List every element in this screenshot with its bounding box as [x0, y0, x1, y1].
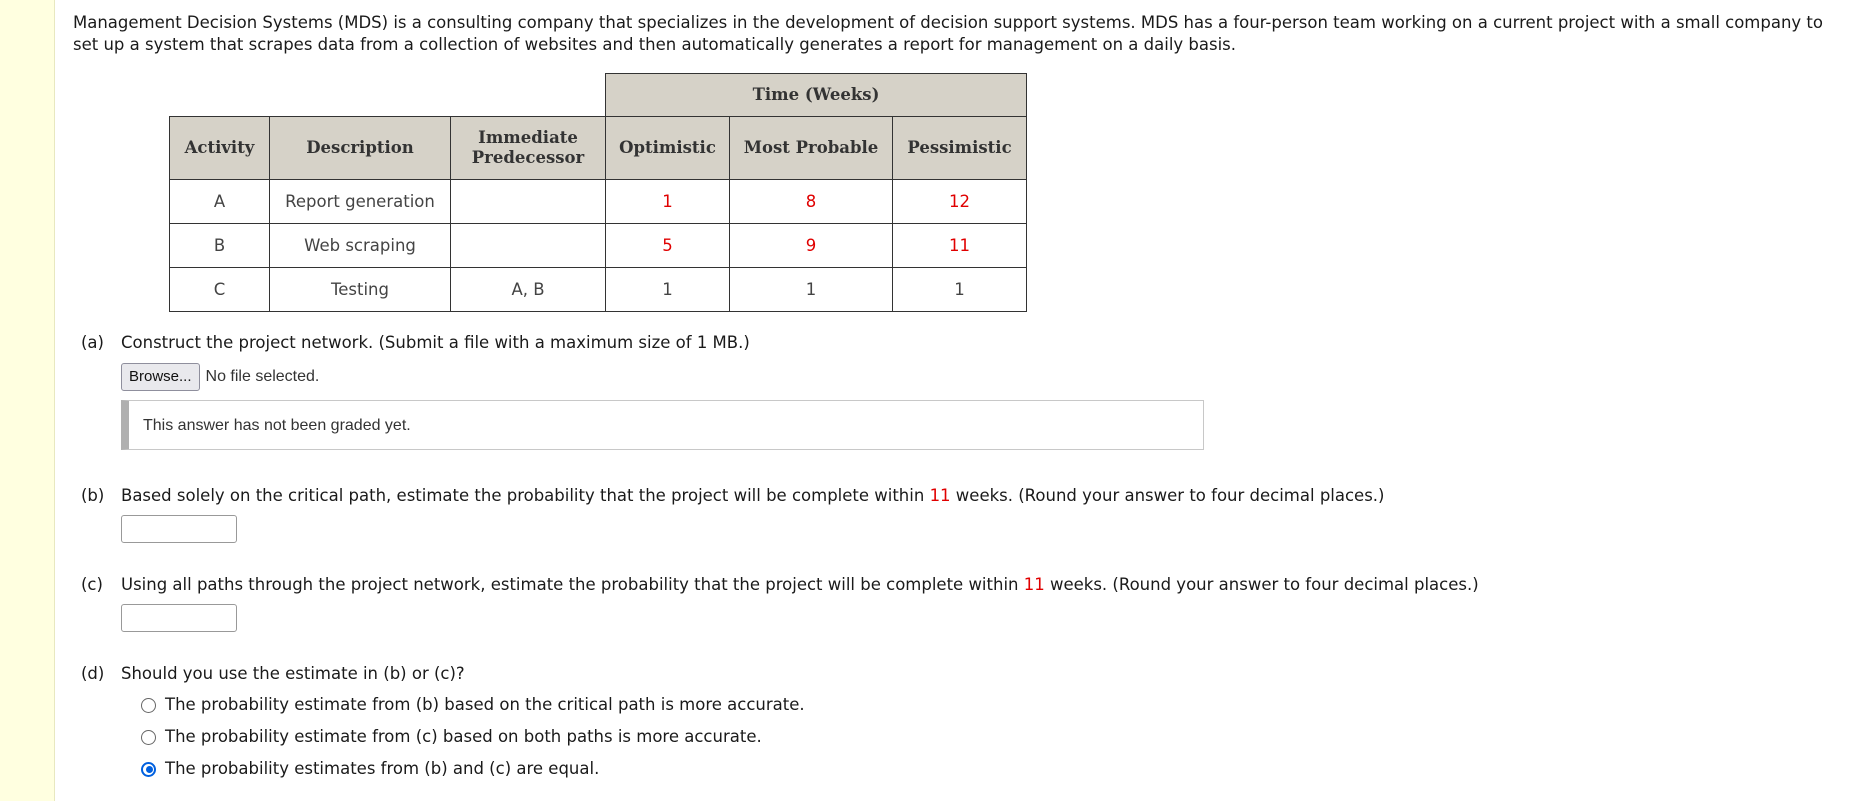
- radio-option-label[interactable]: The probability estimate from (b) based on the critical path is more accurate.: [165, 695, 805, 714]
- radio-option[interactable]: [141, 694, 805, 716]
- part-b-text-after: weeks. (Round your answer to four decimal places.): [950, 486, 1385, 505]
- table-header-row: [170, 117, 1027, 180]
- description-cell: Web scraping: [270, 224, 451, 268]
- activity-header: Activity: [170, 117, 270, 180]
- table-row: [170, 268, 1027, 312]
- pessimistic-header: Pessimistic: [893, 117, 1027, 180]
- activity-cell: C: [170, 268, 270, 312]
- part-b-answer-input[interactable]: [121, 515, 237, 543]
- radio-button[interactable]: [141, 730, 156, 745]
- part-c-text-after: weeks. (Round your answer to four decimal places.): [1044, 575, 1479, 594]
- part-b-prompt: [81, 485, 1385, 507]
- description-cell: Testing: [270, 268, 451, 312]
- predecessor-cell: [451, 180, 606, 224]
- predecessor-cell: [451, 224, 606, 268]
- part-a-prompt: [81, 332, 750, 354]
- part-c-prompt: [81, 574, 1479, 596]
- radio-option[interactable]: [141, 758, 599, 780]
- optimistic-cell: 5: [606, 224, 730, 268]
- optimistic-cell: 1: [606, 268, 730, 312]
- radio-option[interactable]: [141, 726, 762, 748]
- radio-button[interactable]: [141, 698, 156, 713]
- time-weeks-header: Time (Weeks): [606, 74, 1027, 117]
- part-c-text-before: Using all paths through the project network, estimate the probability that the project will be complete within: [121, 575, 1024, 594]
- most-probable-cell: 8: [730, 180, 893, 224]
- part-b-weeks: 11: [929, 486, 951, 505]
- activity-time-table: [169, 73, 1027, 312]
- activity-cell: B: [170, 224, 270, 268]
- predecessor-header: Immediate Predecessor: [451, 117, 606, 180]
- table-row: [170, 224, 1027, 268]
- table-row: [170, 180, 1027, 224]
- part-d-label: (d): [81, 664, 105, 683]
- most-probable-header: Most Probable: [730, 117, 893, 180]
- part-b-text-before: Based solely on the critical path, estimate the probability that the project will be complete within: [121, 486, 930, 505]
- description-cell: Report generation: [270, 180, 451, 224]
- radio-option-label[interactable]: The probability estimate from (c) based on both paths is more accurate.: [165, 727, 762, 746]
- part-d-prompt: [81, 663, 465, 685]
- most-probable-cell: 1: [730, 268, 893, 312]
- optimistic-header: Optimistic: [606, 117, 730, 180]
- predecessor-cell: A, B: [451, 268, 606, 312]
- part-c-answer-input[interactable]: [121, 604, 237, 632]
- part-a-text: Construct the project network. (Submit a file with a maximum size of 1 MB.): [121, 333, 750, 352]
- grading-status-box: [121, 400, 1204, 450]
- most-probable-cell: 9: [730, 224, 893, 268]
- part-c-weeks: 11: [1023, 575, 1045, 594]
- left-margin-strip: [0, 0, 55, 801]
- pessimistic-cell: 1: [893, 268, 1027, 312]
- radio-button[interactable]: [141, 762, 156, 777]
- file-upload: [121, 363, 319, 391]
- problem-intro: Management Decision Systems (MDS) is a consulting company that specializes in the development of decision support systems. MDS has a four-person team working on a current project with a small company to set up a system that scrapes data from a collection of websites and then automatically generates a report for management on a daily basis.: [73, 13, 1823, 54]
- radio-option-label[interactable]: The probability estimates from (b) and (c) are equal.: [165, 759, 600, 778]
- part-c-label: (c): [81, 575, 103, 594]
- file-status: No file selected.: [205, 368, 320, 385]
- pessimistic-cell: 11: [893, 224, 1027, 268]
- part-a-label: (a): [81, 333, 104, 352]
- grading-status-text: This answer has not been graded yet.: [143, 417, 411, 434]
- activity-cell: A: [170, 180, 270, 224]
- table-group-header-row: [170, 74, 1027, 117]
- pessimistic-cell: 12: [893, 180, 1027, 224]
- part-d-text: Should you use the estimate in (b) or (c)?: [121, 664, 465, 683]
- description-header: Description: [270, 117, 451, 180]
- optimistic-cell: 1: [606, 180, 730, 224]
- question-content: [73, 12, 1843, 778]
- browse-button[interactable]: Browse...: [121, 363, 200, 391]
- part-b-label: (b): [81, 486, 105, 505]
